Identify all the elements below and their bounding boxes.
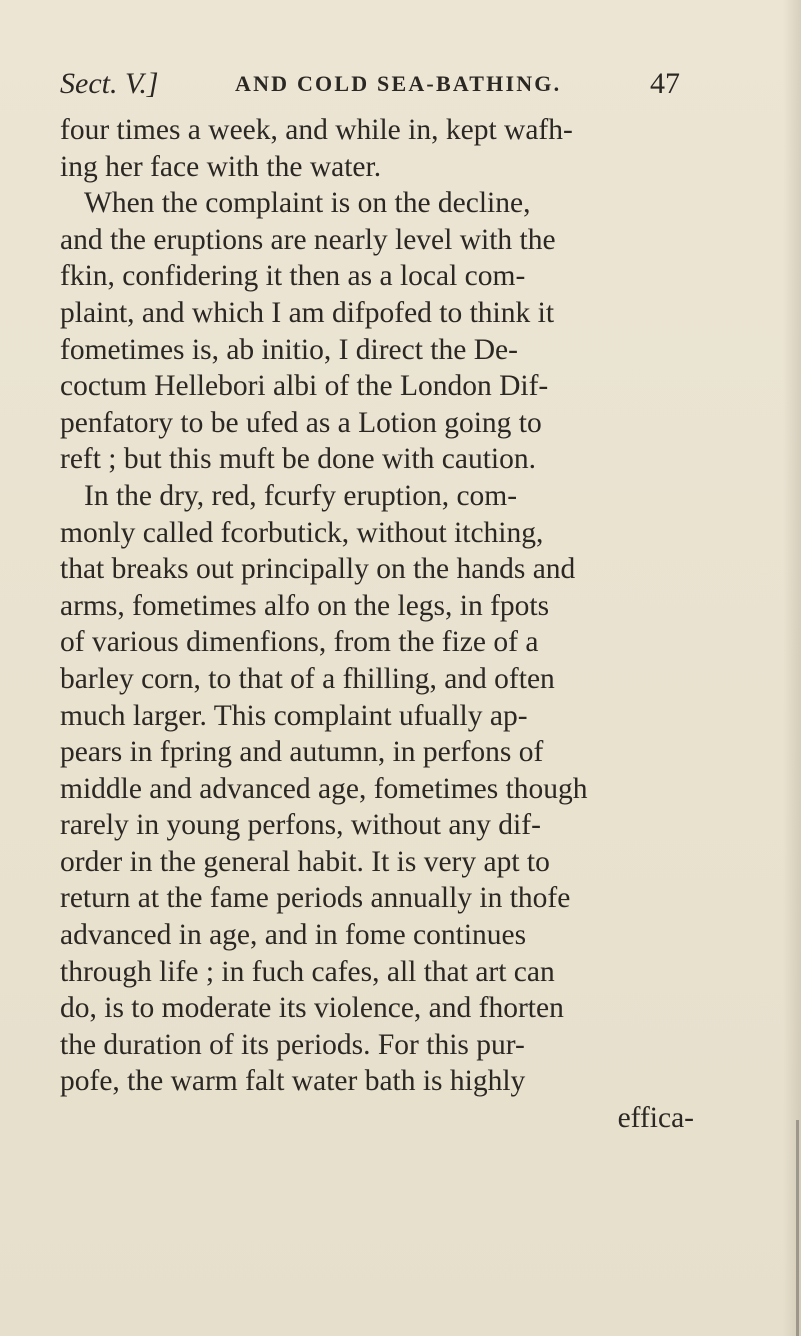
text-line: In the dry, red, fcurfy eruption, com- [84, 479, 518, 512]
text-line: through life ; in fuch cafes, all that art can [60, 955, 555, 988]
text-line: pears in fpring and autumn, in perfons of [60, 736, 544, 769]
text-line: fometimes is, ab initio, I direct the De- [60, 333, 518, 366]
text-line: return at the fame periods annually in thofe [60, 882, 571, 915]
catchword: effica- [617, 1102, 694, 1135]
text-line: four times a week, and while in, kept wafh- [60, 114, 573, 146]
text-line: monly called fcorbutick, without itching, [60, 516, 544, 549]
text-line: plaint, and which I am difpofed to think it [60, 296, 555, 329]
text-line: arms, fometimes alfo on the legs, in fpots [60, 589, 550, 622]
text-line: much larger. This complaint ufually ap- [60, 699, 528, 732]
text-line: the duration of its periods. For this pur- [60, 1028, 525, 1061]
text-line: coctum Hellebori albi of the London Dif- [60, 370, 549, 403]
page-edge-mark [796, 1120, 799, 1336]
body-text [60, 112, 700, 1137]
running-title: AND COLD SEA-BATHING. [235, 71, 562, 96]
text-line: pofe, the warm falt water bath is highly [60, 1065, 526, 1098]
text-line: reft ; but this muft be done with caution. [60, 443, 537, 476]
text-line: ing her face with the water. [60, 150, 382, 183]
text-line: middle and advanced age, fometimes though [60, 772, 588, 805]
text-line: do, is to moderate its violence, and fhorten [60, 992, 564, 1025]
text-line: order in the general habit. It is very apt to [60, 845, 550, 878]
text-line: of various dimenfions, from the fize of a [60, 626, 539, 659]
text-line: When the complaint is on the decline, [84, 187, 531, 220]
section-marker: Sect. V.] [60, 67, 159, 100]
text-line: rarely in young perfons, without any dif- [60, 809, 541, 842]
text-line: and the eruptions are nearly level with the [60, 223, 556, 256]
text-line: penfatory to be ufed as a Lotion going to [60, 406, 542, 439]
text-line: barley corn, to that of a fhilling, and often [60, 662, 555, 695]
text-line: that breaks out principally on the hands and [60, 553, 576, 586]
text-line: fkin, confidering it then as a local com- [60, 260, 526, 293]
text-line: advanced in age, and in fome continues [60, 919, 527, 952]
page-number: 47 [650, 67, 680, 100]
running-header [60, 66, 680, 106]
